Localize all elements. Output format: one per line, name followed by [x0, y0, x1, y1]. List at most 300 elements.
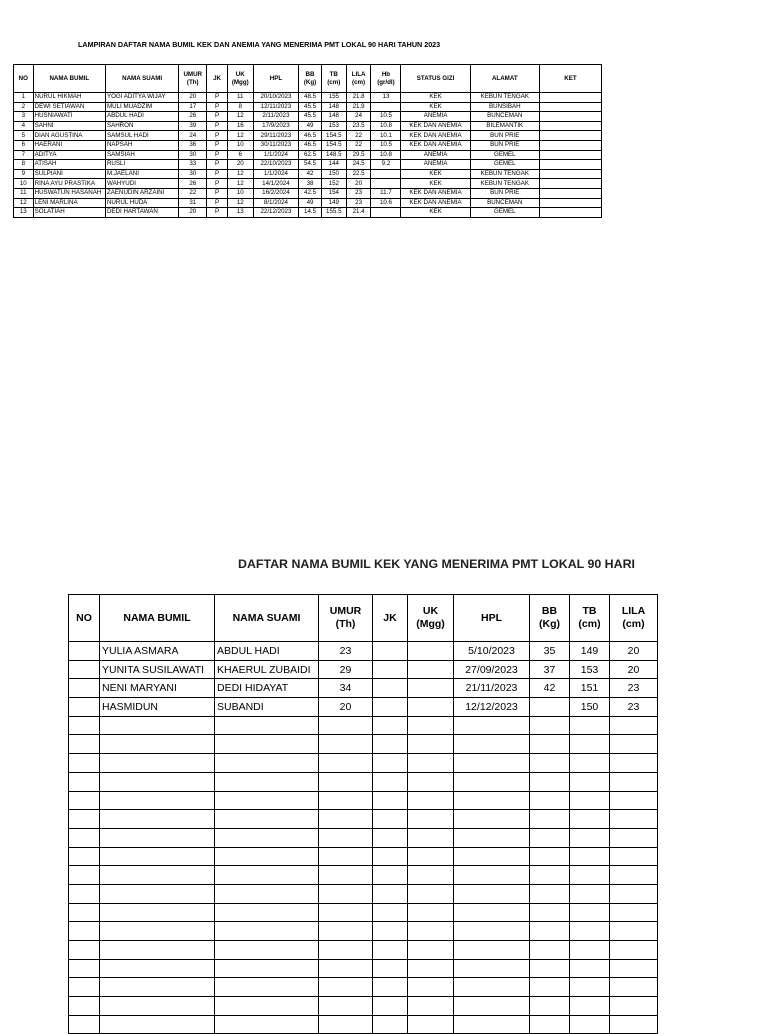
data-table-kek	[68, 594, 658, 1034]
table-cell: 9	[14, 169, 34, 179]
table-cell	[408, 828, 454, 847]
table-cell	[69, 791, 100, 810]
table-cell	[539, 169, 601, 179]
table-cell: P	[207, 179, 228, 189]
table-cell: ANEMIA	[401, 150, 470, 160]
column-header: NO	[14, 65, 34, 93]
column-header: JK	[207, 65, 228, 93]
table-cell	[319, 828, 373, 847]
table-cell	[530, 922, 570, 941]
table-cell	[69, 716, 100, 735]
table-cell	[319, 978, 373, 997]
table-cell	[319, 791, 373, 810]
table-cell: 8	[227, 102, 253, 112]
table-cell	[530, 903, 570, 922]
column-header: LILA (cm)	[610, 595, 658, 642]
table-cell: 12	[227, 131, 253, 141]
table-cell	[215, 754, 319, 773]
table-row	[14, 140, 602, 150]
table-cell	[454, 1015, 530, 1034]
table-cell: KEBUN TENGAK	[470, 179, 539, 189]
table-row	[69, 866, 658, 885]
table-cell	[539, 102, 601, 112]
table-cell: 10.5	[371, 112, 401, 122]
table-cell	[530, 884, 570, 903]
table-cell: 20	[610, 660, 658, 679]
table-header-row	[14, 65, 602, 93]
table-row	[69, 698, 658, 717]
table-cell	[100, 959, 215, 978]
table-cell: 16/2/2024	[253, 188, 298, 198]
column-header: LILA (cm)	[346, 65, 371, 93]
table-cell	[100, 754, 215, 773]
table-cell	[373, 791, 408, 810]
table-cell: 8	[14, 160, 34, 170]
table-cell: KEK	[401, 93, 470, 103]
table-cell: 1	[14, 93, 34, 103]
table-cell: ABDUL HADI	[215, 642, 319, 661]
table-cell: 5/10/2023	[454, 642, 530, 661]
table-cell	[69, 903, 100, 922]
table-cell: 1/1/2024	[253, 150, 298, 160]
table-cell	[69, 735, 100, 754]
table-cell	[215, 997, 319, 1016]
table-row	[14, 198, 602, 208]
table-cell	[373, 754, 408, 773]
table-cell	[530, 735, 570, 754]
table-cell: ANEMIA	[401, 112, 470, 122]
table-cell: 22	[346, 131, 371, 141]
table-cell: KEK DAN ANEMIA	[401, 140, 470, 150]
table-cell: KEK	[401, 179, 470, 189]
table-cell	[69, 810, 100, 829]
table-cell: 10.5	[371, 140, 401, 150]
table-cell: 23	[346, 188, 371, 198]
table-cell	[570, 754, 610, 773]
column-header: NAMA BUMIL	[100, 595, 215, 642]
table-cell: 10.8	[371, 121, 401, 131]
table-cell	[371, 179, 401, 189]
column-header: NAMA BUMIL	[33, 65, 105, 93]
table-cell: KEBUN TENGAK	[470, 93, 539, 103]
table-cell	[610, 716, 658, 735]
column-header: NAMA SUAMI	[215, 595, 319, 642]
table-cell: 144	[321, 160, 346, 170]
table-cell: BUNSIBAH	[470, 102, 539, 112]
column-header: Hb (gr/dl)	[371, 65, 401, 93]
table-cell: 22/10/2023	[253, 160, 298, 170]
table-row	[69, 884, 658, 903]
table-cell: P	[207, 102, 228, 112]
table-cell: 20	[319, 698, 373, 717]
table-cell	[69, 754, 100, 773]
table-cell: 20	[179, 93, 207, 103]
table-cell: P	[207, 150, 228, 160]
document-title-1: LAMPIRAN DAFTAR NAMA BUMIL KEK DAN ANEMIA YANG MENERIMA PMT LOKAL 90 HARI TAHUN 2023	[78, 40, 441, 49]
table-cell	[373, 959, 408, 978]
table-row	[14, 208, 602, 218]
table-cell: 2/11/2023	[253, 112, 298, 122]
table-cell: 13	[371, 93, 401, 103]
table-cell: 155	[321, 93, 346, 103]
table-cell: 150	[321, 169, 346, 179]
table-cell	[100, 828, 215, 847]
table-cell: KEK DAN ANEMIA	[401, 121, 470, 131]
table-cell	[408, 772, 454, 791]
table-cell: 23	[346, 198, 371, 208]
table-cell: 49	[299, 121, 322, 131]
table-cell: P	[207, 188, 228, 198]
table-cell: 45.5	[299, 112, 322, 122]
table-cell	[215, 847, 319, 866]
table-cell	[610, 810, 658, 829]
table-cell: SAMSUL HADI	[105, 131, 178, 141]
table-cell	[100, 810, 215, 829]
table-cell	[530, 698, 570, 717]
table-cell: SAHNI	[33, 121, 105, 131]
table-cell	[371, 102, 401, 112]
table-cell: 148.5	[321, 150, 346, 160]
table-cell	[570, 791, 610, 810]
table-cell	[408, 884, 454, 903]
table-cell: 10	[14, 179, 34, 189]
table-cell: HUSNIAWATI	[33, 112, 105, 122]
table-cell: 21.4	[346, 208, 371, 218]
table-cell	[319, 866, 373, 885]
table-cell	[373, 1015, 408, 1034]
table-cell	[69, 772, 100, 791]
table-cell	[570, 1015, 610, 1034]
table-row	[14, 93, 602, 103]
table-cell	[610, 791, 658, 810]
table-row	[69, 772, 658, 791]
table-cell	[215, 941, 319, 960]
table-cell	[610, 772, 658, 791]
table-cell	[69, 997, 100, 1016]
table-cell	[215, 978, 319, 997]
table-cell	[215, 959, 319, 978]
table-cell	[408, 716, 454, 735]
table-cell	[408, 978, 454, 997]
table-cell: YOGI ADITYA WIJAY	[105, 93, 178, 103]
table-cell	[610, 1015, 658, 1034]
table-cell: P	[207, 198, 228, 208]
table-cell: DEDI HARTAWAN	[105, 208, 178, 218]
table-cell: 10.6	[371, 198, 401, 208]
table-cell: 29	[319, 660, 373, 679]
table-cell	[373, 941, 408, 960]
table-cell	[408, 735, 454, 754]
table-row	[14, 121, 602, 131]
table-cell: HAERANI	[33, 140, 105, 150]
table-cell	[100, 884, 215, 903]
table-cell: 45.5	[299, 102, 322, 112]
table-cell	[319, 922, 373, 941]
table-cell	[100, 772, 215, 791]
table-cell	[570, 959, 610, 978]
table-row	[69, 828, 658, 847]
table-cell	[215, 810, 319, 829]
table-cell: 155.5	[321, 208, 346, 218]
table-cell	[215, 772, 319, 791]
table-cell	[319, 884, 373, 903]
table-cell	[373, 847, 408, 866]
table-cell	[610, 922, 658, 941]
column-header: TB (cm)	[321, 65, 346, 93]
table-cell	[215, 866, 319, 885]
table-cell	[454, 828, 530, 847]
table-cell	[530, 941, 570, 960]
table-cell	[69, 922, 100, 941]
table-cell: 12	[227, 112, 253, 122]
table-cell: 22.5	[346, 169, 371, 179]
table-cell: 11	[14, 188, 34, 198]
table-row	[69, 754, 658, 773]
table-row	[14, 131, 602, 141]
table-cell: M.JAELANI	[105, 169, 178, 179]
table-cell	[408, 866, 454, 885]
column-header: UMUR (Th)	[179, 65, 207, 93]
table-cell	[319, 1015, 373, 1034]
table-row	[69, 810, 658, 829]
column-header: ALAMAT	[470, 65, 539, 93]
table-cell	[69, 884, 100, 903]
table-row	[69, 959, 658, 978]
table-cell: 20	[610, 642, 658, 661]
table-cell	[570, 847, 610, 866]
table-cell: GEMEL	[470, 150, 539, 160]
table-cell: NAPSAH	[105, 140, 178, 150]
table-cell	[373, 978, 408, 997]
table-cell	[408, 941, 454, 960]
table-cell	[530, 1015, 570, 1034]
table-cell: 153	[570, 660, 610, 679]
table-cell: RINA AYU PRASTIKA	[33, 179, 105, 189]
table-cell	[454, 716, 530, 735]
table-cell	[610, 997, 658, 1016]
table-cell	[100, 716, 215, 735]
table-cell: BUN PRIE	[470, 131, 539, 141]
table-cell	[100, 922, 215, 941]
table-cell: 23	[319, 642, 373, 661]
table-cell: SUBANDI	[215, 698, 319, 717]
table-cell: 42	[530, 679, 570, 698]
table-cell	[539, 208, 601, 218]
table-cell	[454, 772, 530, 791]
table-cell: 26	[179, 179, 207, 189]
table-cell: 152	[321, 179, 346, 189]
table-cell	[539, 121, 601, 131]
table-cell	[215, 1015, 319, 1034]
table-cell: HASMIDUN	[100, 698, 215, 717]
table-cell	[69, 941, 100, 960]
table-cell: YUNITA SUSILAWATI	[100, 660, 215, 679]
table-cell	[319, 903, 373, 922]
table-cell	[570, 772, 610, 791]
table-cell	[610, 866, 658, 885]
table-cell	[373, 716, 408, 735]
table-cell: 11	[227, 93, 253, 103]
table-cell	[530, 997, 570, 1016]
table-cell: NURUL HIKMAH	[33, 93, 105, 103]
table-cell	[454, 847, 530, 866]
table-cell	[69, 828, 100, 847]
table-cell: WAHYUDI	[105, 179, 178, 189]
table-cell	[454, 884, 530, 903]
table-cell: ANEMIA	[401, 160, 470, 170]
table-cell	[539, 160, 601, 170]
table-cell	[373, 810, 408, 829]
table-cell	[454, 791, 530, 810]
table-cell: GEMEL	[470, 160, 539, 170]
table-cell: 2	[14, 102, 34, 112]
table-row	[69, 642, 658, 661]
table-cell: 9.2	[371, 160, 401, 170]
table-cell: 14/1/2024	[253, 179, 298, 189]
table-cell	[570, 978, 610, 997]
table-cell: P	[207, 140, 228, 150]
table-cell: MULI MUADZIM	[105, 102, 178, 112]
table-row	[14, 179, 602, 189]
table-cell: 26	[179, 112, 207, 122]
table-cell: P	[207, 131, 228, 141]
table-cell	[373, 679, 408, 698]
table-cell	[570, 810, 610, 829]
table-cell	[215, 884, 319, 903]
table-cell: 30	[179, 169, 207, 179]
table-cell	[100, 997, 215, 1016]
table-cell: KEBUN TENGAK	[470, 169, 539, 179]
table-cell	[69, 866, 100, 885]
table-cell: ADITYA	[33, 150, 105, 160]
table-cell: 148	[321, 112, 346, 122]
table-cell: 24	[179, 131, 207, 141]
table-cell	[69, 642, 100, 661]
table-cell	[408, 847, 454, 866]
table-cell	[100, 847, 215, 866]
table-cell	[570, 941, 610, 960]
table-cell	[373, 866, 408, 885]
table-cell: 23	[610, 698, 658, 717]
table-cell: 10	[227, 188, 253, 198]
table-cell	[373, 997, 408, 1016]
table-cell: LENI MARLINA	[33, 198, 105, 208]
table-row	[69, 679, 658, 698]
table-cell	[539, 188, 601, 198]
table-cell	[408, 660, 454, 679]
table-cell	[454, 978, 530, 997]
table-row	[69, 716, 658, 735]
table-cell	[408, 791, 454, 810]
table-cell: 46.5	[299, 140, 322, 150]
column-header: HPL	[454, 595, 530, 642]
table-cell: 62.5	[299, 150, 322, 160]
table-cell: 35	[530, 642, 570, 661]
table-cell	[610, 735, 658, 754]
table-cell	[408, 922, 454, 941]
table-cell	[408, 959, 454, 978]
table-cell	[373, 735, 408, 754]
table-cell	[215, 903, 319, 922]
column-header: UK (Mgg)	[408, 595, 454, 642]
table-cell	[610, 754, 658, 773]
table-cell: 12/12/2023	[454, 698, 530, 717]
table-cell: 5	[14, 131, 34, 141]
table-cell	[215, 791, 319, 810]
table-cell: 38	[299, 179, 322, 189]
table-cell	[319, 959, 373, 978]
table-cell	[610, 941, 658, 960]
table-cell: KEK	[401, 102, 470, 112]
table-cell	[100, 866, 215, 885]
table-cell	[215, 828, 319, 847]
table-cell	[610, 978, 658, 997]
table-cell: 6	[227, 150, 253, 160]
table-cell: 150	[570, 698, 610, 717]
table-cell: 12	[14, 198, 34, 208]
table-cell: P	[207, 93, 228, 103]
table-cell	[610, 847, 658, 866]
table-cell: 3	[14, 112, 34, 122]
table-cell: 23	[610, 679, 658, 698]
table-cell	[530, 772, 570, 791]
table-cell: 148	[321, 102, 346, 112]
table-cell	[373, 660, 408, 679]
table-cell	[373, 828, 408, 847]
table-cell	[570, 716, 610, 735]
table-cell: 14.5	[299, 208, 322, 218]
table-cell	[570, 997, 610, 1016]
table-cell	[319, 754, 373, 773]
column-header: NO	[69, 595, 100, 642]
table-cell: 27/09/2023	[454, 660, 530, 679]
table-cell	[373, 884, 408, 903]
column-header: HPL	[253, 65, 298, 93]
table-cell: P	[207, 160, 228, 170]
table-cell	[100, 903, 215, 922]
table-cell	[454, 959, 530, 978]
table-cell	[530, 978, 570, 997]
table-row	[14, 160, 602, 170]
table-cell	[371, 169, 401, 179]
table-cell: 13	[14, 208, 34, 218]
table-cell	[530, 754, 570, 773]
table-cell: DEWI SETIAWAN	[33, 102, 105, 112]
table-cell: P	[207, 121, 228, 131]
table-cell: 36	[179, 140, 207, 150]
table-cell	[454, 754, 530, 773]
table-cell: 21.9	[346, 102, 371, 112]
table-row	[69, 660, 658, 679]
table-cell	[530, 791, 570, 810]
table-cell: BUNCEMAN	[470, 112, 539, 122]
table-cell: P	[207, 208, 228, 218]
table-cell: 12	[227, 169, 253, 179]
table-cell: SOLATIAH	[33, 208, 105, 218]
table-cell	[371, 208, 401, 218]
table-cell: DIAN AGUSTINA	[33, 131, 105, 141]
table-cell: ATISAH	[33, 160, 105, 170]
table-cell: 16	[227, 121, 253, 131]
table-cell: BUN PRIE	[470, 140, 539, 150]
table-cell: RUSLI	[105, 160, 178, 170]
table-cell: KEK DAN ANEMIA	[401, 198, 470, 208]
table-cell: 10.8	[371, 150, 401, 160]
table-cell	[408, 754, 454, 773]
table-row	[14, 150, 602, 160]
table-cell	[539, 198, 601, 208]
table-cell: 42	[299, 169, 322, 179]
